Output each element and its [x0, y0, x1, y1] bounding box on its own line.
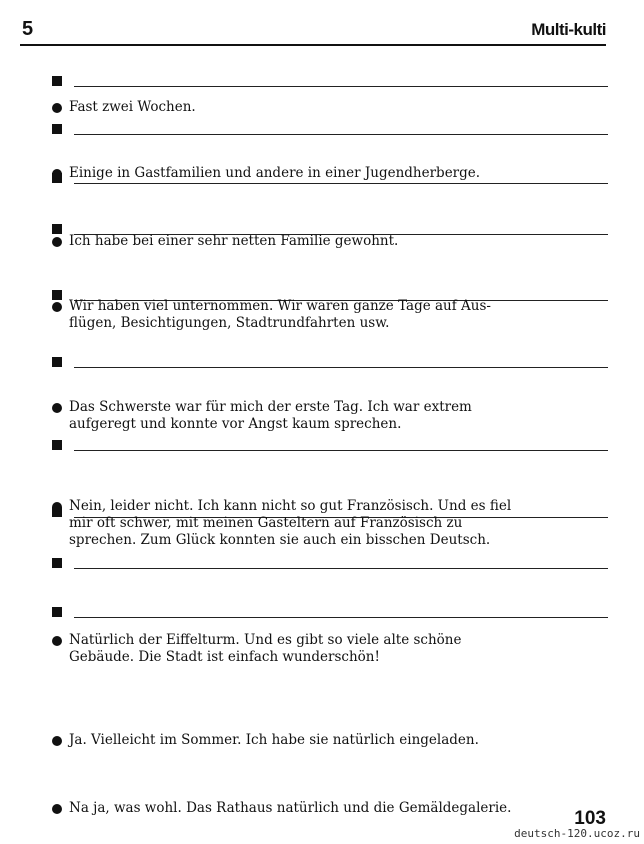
round-bullet-icon	[52, 804, 62, 814]
writing-line	[74, 568, 608, 569]
question-blank-2[interactable]	[52, 118, 608, 138]
answer-text: Na ja, was wohl. Das Rathaus natürlich und die Gemäldegalerie.	[69, 800, 512, 816]
writing-line	[74, 450, 608, 451]
square-bullet-icon	[52, 357, 62, 367]
answer-text: Das Schwerste war für mich der erste Tag. Ich war extrem aufgeregt und konnte vor Angst kaum sprechen.	[69, 399, 472, 432]
answer-5	[52, 399, 644, 433]
answer-text: Wir haben viel unternommen. Wir waren ganze Tage auf Aus- flügen, Besichtigungen, Stadtrundfahrten usw.	[69, 298, 491, 331]
answer-7	[52, 632, 644, 666]
question-blank-7[interactable]	[52, 434, 608, 454]
question-blank-1[interactable]	[52, 70, 608, 90]
answer-2	[52, 165, 644, 182]
question-blank-10[interactable]	[52, 601, 608, 621]
chapter-title: Multi-kulti	[531, 20, 606, 39]
page-header	[20, 16, 606, 46]
round-bullet-icon	[52, 169, 62, 179]
answer-3	[52, 233, 644, 250]
answer-8	[52, 732, 644, 749]
watermark: deutsch-120.ucoz.ru	[514, 827, 640, 840]
round-bullet-icon	[52, 403, 62, 413]
round-bullet-icon	[52, 502, 62, 512]
round-bullet-icon	[52, 237, 62, 247]
question-blank-6[interactable]	[52, 351, 608, 371]
page-number: 103	[574, 808, 606, 829]
square-bullet-icon	[52, 76, 62, 86]
square-bullet-icon	[52, 440, 62, 450]
writing-line	[74, 86, 608, 87]
round-bullet-icon	[52, 103, 62, 113]
round-bullet-icon	[52, 302, 62, 312]
answer-1	[52, 99, 644, 116]
writing-line	[74, 617, 608, 618]
writing-line	[74, 367, 608, 368]
round-bullet-icon	[52, 636, 62, 646]
answer-text: Ja. Vielleicht im Sommer. Ich habe sie natürlich eingeladen.	[69, 732, 479, 748]
chapter-number: 5	[22, 18, 34, 40]
answer-text: Fast zwei Wochen.	[69, 99, 196, 115]
answer-text: Nein, leider nicht. Ich kann nicht so gut Französisch. Und es fiel mir oft schwer, mit meinen Gasteltern auf Französisch zu sprechen. Zum Glück konnten sie auch ein bisschen Deutsch.	[69, 498, 512, 548]
writing-line	[74, 183, 608, 184]
answer-4	[52, 298, 644, 332]
answer-text: Einige in Gastfamilien und andere in einer Jugendherberge.	[69, 165, 481, 181]
writing-line	[74, 134, 608, 135]
answer-6	[52, 498, 644, 549]
square-bullet-icon	[52, 558, 62, 568]
square-bullet-icon	[52, 124, 62, 134]
square-bullet-icon	[52, 607, 62, 617]
answer-9	[52, 800, 644, 817]
question-blank-9[interactable]	[52, 552, 608, 572]
round-bullet-icon	[52, 736, 62, 746]
answer-text: Natürlich der Eiffelturm. Und es gibt so viele alte schöne Gebäude. Die Stadt ist einfach wunderschön!	[69, 632, 462, 665]
answer-text: Ich habe bei einer sehr netten Familie gewohnt.	[69, 233, 399, 249]
